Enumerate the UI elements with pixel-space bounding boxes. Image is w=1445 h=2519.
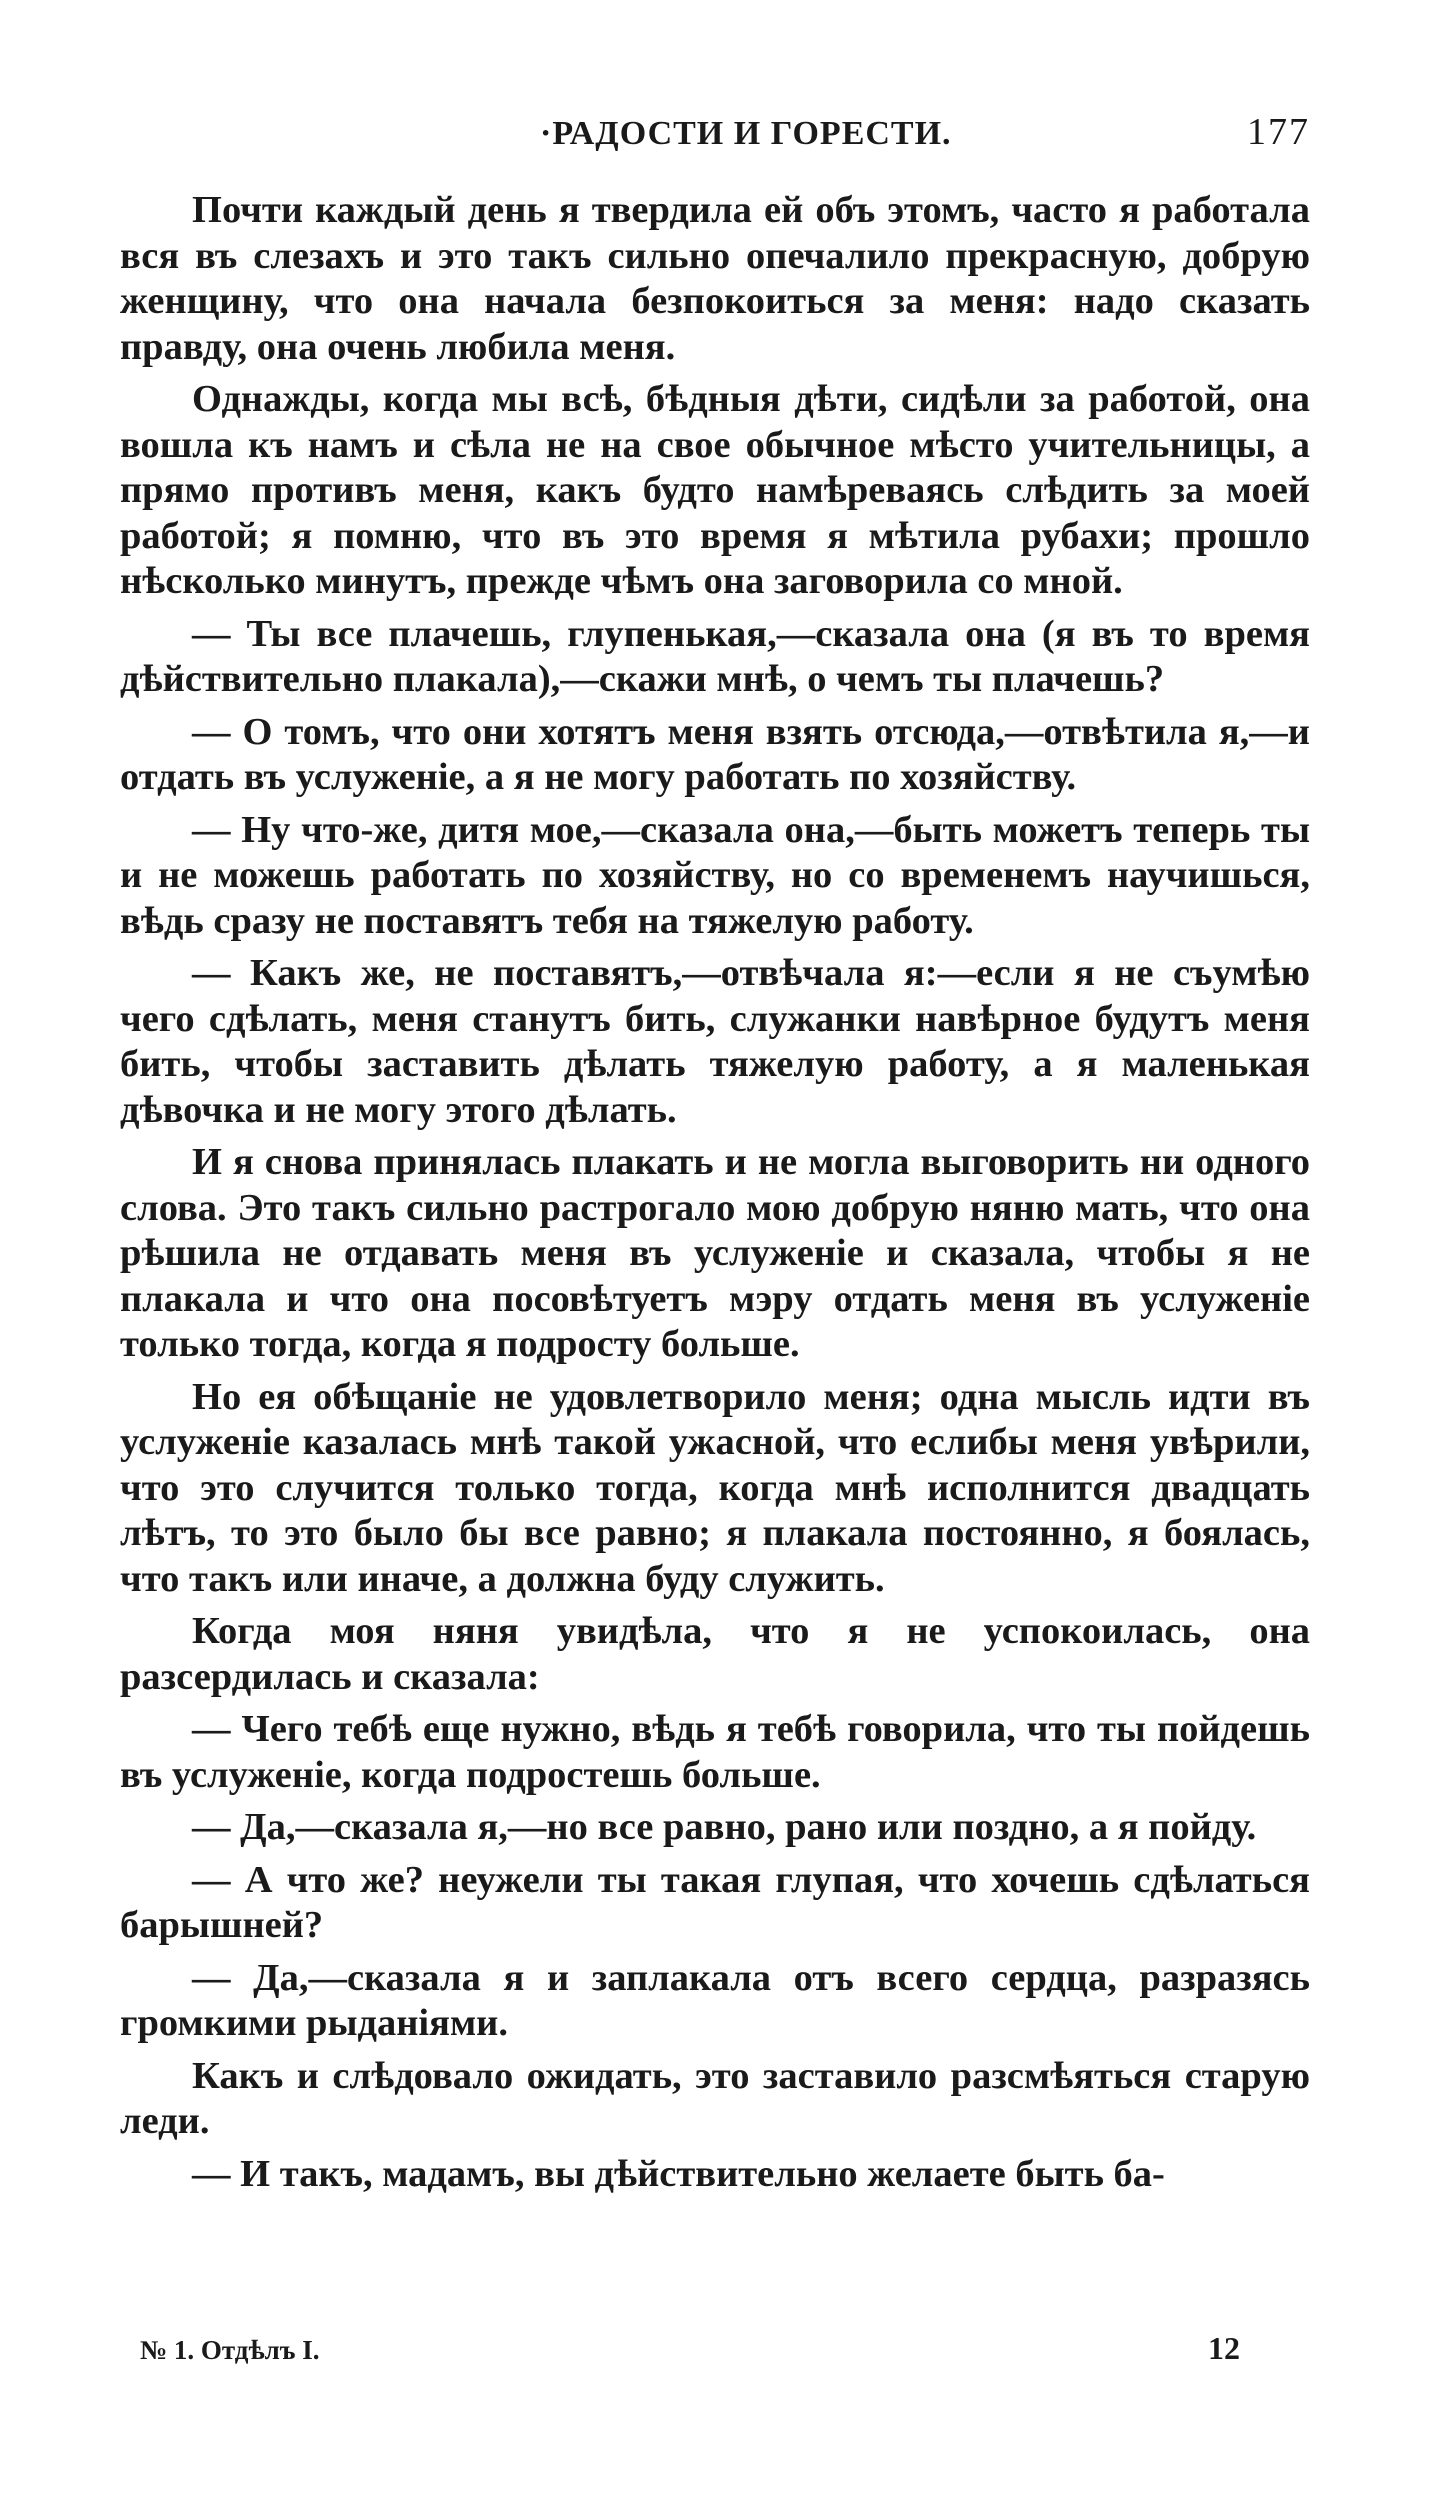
paragraph: — Какъ же, не поставятъ,—отвѣчала я:—если я не съумѣю чего сдѣлать, меня станутъ бить, служанки навѣрное будутъ меня бить, чтобы заставить дѣлать тяжелую работу, а я маленькая дѣвочка и не могу этого дѣлать.: [120, 952, 1310, 1131]
running-head: [120, 110, 1310, 160]
paragraph: — Ты все плачешь, глупенькая,—сказала она (я въ то время дѣйствительно плакала),—скажи мнѣ, о чемъ ты плачешь?: [120, 612, 1310, 700]
paragraph: Какъ и слѣдовало ожидать, это заставило разсмѣяться старую леди.: [120, 2054, 1310, 2142]
paragraph: — Да,—сказала я и заплакала отъ всего сердца, разразясь громкими рыданіями.: [120, 1956, 1310, 2044]
paragraph: — Ну что-же, дитя мое,—сказала она,—быть можетъ теперь ты и не можешь работать по хозяйству, но со временемъ научишься, вѣдь сразу не поставятъ тебя на тяжелую работу.: [120, 808, 1310, 942]
page-footer: [140, 2330, 1240, 2370]
printer-signature: № 1. Отдѣлъ I.: [140, 2335, 320, 2365]
body-text: [120, 188, 1310, 2204]
paragraph: — Чего тебѣ еще нужно, вѣдь я тебѣ говорила, что ты пойдешь въ услуженіе, когда подростешь больше.: [120, 1708, 1310, 1796]
page-number: 177: [1247, 111, 1310, 153]
paragraph: Но ея обѣщаніе не удовлетворило меня; одна мысль идти въ услуженіе казалась мнѣ такой ужасной, что еслибы меня увѣрили, что это случится только тогда, когда мнѣ исполнится двадцать лѣтъ, то это было бы все равно; я плакала постоянно, я боялась, что такъ или иначе, а должна буду служить.: [120, 1375, 1310, 1600]
sheet-number: 12: [1208, 2330, 1240, 2366]
paragraph: — И такъ, мадамъ, вы дѣйствительно желаете быть ба-: [192, 2152, 1165, 2195]
paragraph: И я снова принялась плакать и не могла выговорить ни одного слова. Это такъ сильно растрогало мою добрую няню мать, что она рѣшила не отдавать меня въ услуженіе и сказала, чтобы я не плакала и что она посовѣтуетъ мэру отдать меня въ услуженіе только тогда, когда я подросту больше.: [120, 1141, 1310, 1365]
paragraph: — Да,—сказала я,—но все равно, рано или поздно, а я пойду.: [192, 1806, 1257, 1848]
paragraph: Когда моя няня увидѣла, что я не успокоилась, она разсердилась и сказала:: [120, 1610, 1310, 1698]
running-title: ·РАДОСТИ И ГОРЕСТИ.: [540, 115, 952, 152]
paragraph: Однажды, когда мы всѣ, бѣдныя дѣти, сидѣли за работой, она вошла къ намъ и сѣла не на свое обычное мѣсто учительницы, а прямо противъ меня, какъ будто намѣреваясь слѣдить за моей работой; я помню, что въ это время я мѣтила рубахи; прошло нѣсколько минутъ, прежде чѣмъ она заговорила со мной.: [120, 378, 1310, 602]
paragraph: Почти каждый день я твердила ей объ этомъ, часто я работала вся въ слезахъ и это такъ сильно опечалило прекрасную, добрую женщину, что она начала безпокоиться за меня: надо сказать правду, она очень любила меня.: [120, 189, 1310, 368]
paragraph: — О томъ, что они хотятъ меня взять отсюда,—отвѣтила я,—и отдать въ услуженіе, а я не могу работать по хозяйству.: [120, 710, 1310, 798]
paragraph: — А что же? неужели ты такая глупая, что хочешь сдѣлаться барышней?: [120, 1858, 1310, 1946]
